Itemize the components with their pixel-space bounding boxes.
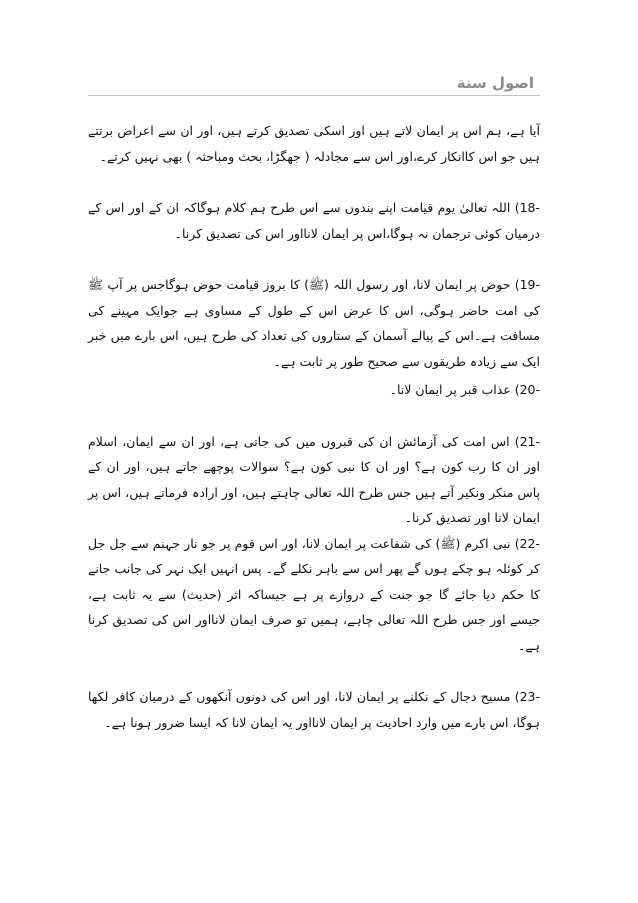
document-body bbox=[88, 118, 540, 735]
paragraph-continuation: آیا ہے، ہم اس پر ایمان لاتے ہیں اور اسکی تصدیق کرتے ہیں، اور ان سے اعراض برتتے ہیں جو اس کاانکار کرے،اور اس سے مجادلہ ( جھگڑا، بحث ومباحثہ ) بھی نہیں کرتے۔ bbox=[88, 123, 540, 164]
header-divider bbox=[88, 95, 540, 96]
paragraph-18: -18) اللہ تعالیٰ یوم قیامت اپنے بندوں سے اس طرح ہم کلام ہوگاکہ ان کے اور اس کے درمیان کوئی ترجمان نہ ہوگا،اس پر ایمان لانااور اس کی تصدیق کرنا۔ bbox=[88, 200, 540, 241]
header-title: اصول سنة bbox=[456, 74, 534, 92]
page-header bbox=[88, 74, 540, 98]
paragraph-23: -23) مسیح دجال کے نکلنے پر ایمان لانا، اور اس کی دونوں آنکھوں کے درمیان کافر لکھا ہوگا، اس بارے میں وارد احادیث پر ایمان لانااور یہ ایمان لانا کہ ایسا ضرور ہونا ہے۔ bbox=[88, 689, 540, 730]
paragraph-21: -21) اس امت کی آزمائش ان کی قبروں میں کی جاتی ہے، اور ان سے ایمان، اسلام اور ان کا رب کون ہے؟ اور ان کا نبی کون ہے؟ سوالات پوچھے جاتے ہیں، اور ان کے پاس منکر ونکیر آتے ہیں جس طرح اللہ تعالی چاہتے ہیں، اور ارادہ فرماتے ہیں، اس پر ایمان لانا اور تصدیق کرنا۔ bbox=[88, 433, 540, 525]
paragraph-22: -22) نبی اکرم (ﷺ) کی شفاعت پر ایمان لانا، اور اس قوم پر جو نار جہنم سے جل جل کر کوئلہ ہو چکے ہوں گے پھر اس سے باہر نکلے گے۔ پس انہیں ایک نہر کی جانب جانے کا حکم دیا جائے گا جو جنت کے دروازے پر ہے جیساکہ اثر (حدیث) سے یہ ثابت ہے، جیسے اور جس طرح اللہ تعالی چاہے، ہمیں تو صرف ایمان لانااور اس کی تصدیق کرنا ہے۔ bbox=[88, 535, 540, 653]
paragraph-20: -20) عذاب قبر پر ایمان لانا۔ bbox=[389, 382, 540, 397]
paragraph-19: -19) حوض پر ایمان لانا، اور رسول اللہ (ﷺ) کا بروز قیامت حوض ہوگاجس پر آپ ﷺ کی امت حاضر ہوگی، اس کا عرض اس کے طول کے مساوی ہے جوایک مہینے کی مسافت ہے۔اس کے پیالے آسمان کے ستاروں کی تعداد کی طرح ہیں، اس بارے میں خبر ایک سے زیادہ طریقوں سے صحیح طور پر ثابت ہے۔ bbox=[88, 277, 540, 369]
